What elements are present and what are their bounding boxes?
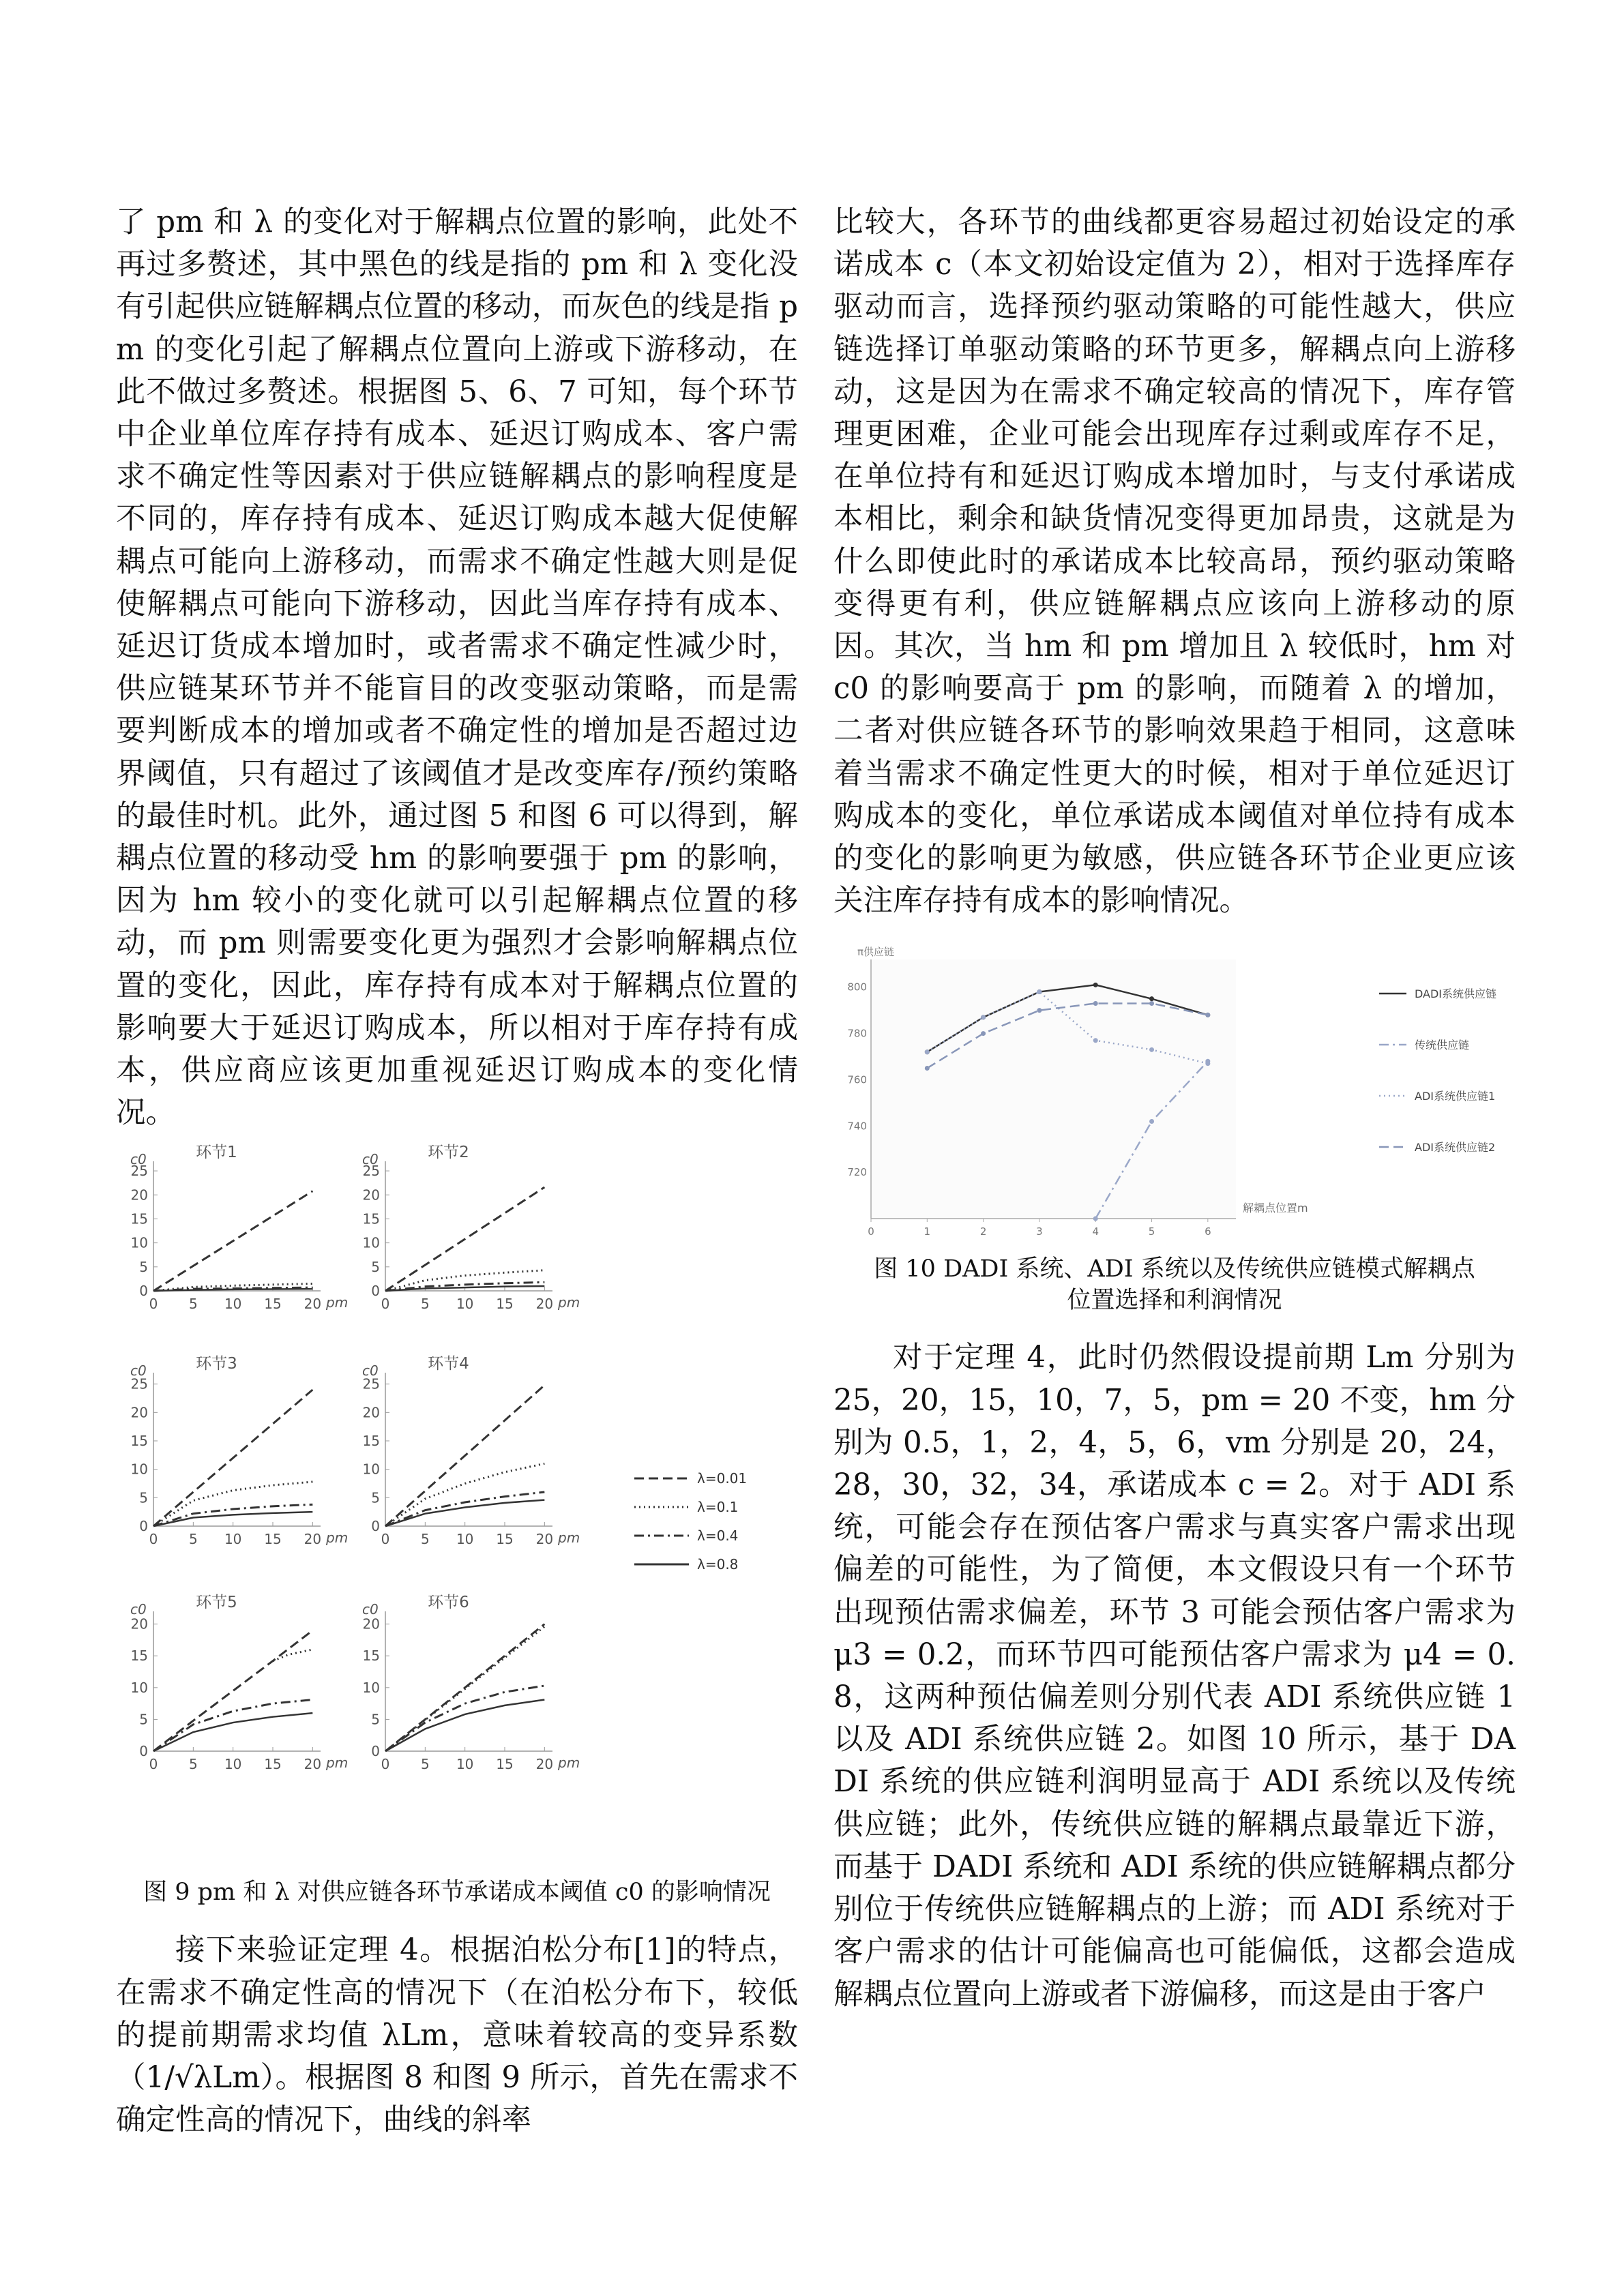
legend-label: 传统供应链 xyxy=(1415,1039,1470,1052)
x-axis-label: pm xyxy=(326,1530,349,1547)
data-point xyxy=(925,1066,930,1071)
data-point xyxy=(1149,1119,1154,1124)
series-line xyxy=(153,1191,312,1291)
subplot xyxy=(130,1355,348,1547)
legend-label: DADI系统供应链 xyxy=(1415,987,1497,1001)
figure-10 xyxy=(833,942,1516,1249)
y-tick-label: 15 xyxy=(362,1433,380,1450)
subplot xyxy=(362,1355,580,1547)
x-tick-label: 15 xyxy=(496,1756,514,1773)
y-tick-label: 5 xyxy=(139,1259,148,1276)
x-tick-label: 0 xyxy=(149,1531,158,1548)
y-tick-label: 10 xyxy=(130,1461,148,1478)
y-tick-label: 10 xyxy=(362,1235,380,1252)
x-tick-label: 20 xyxy=(535,1531,554,1548)
y-tick-label: 5 xyxy=(371,1489,380,1506)
series-line xyxy=(153,1390,312,1526)
legend-label: λ=0.01 xyxy=(697,1470,748,1487)
y-axis-label: c0 xyxy=(362,1601,379,1618)
y-tick-label: 20 xyxy=(362,1404,380,1421)
subplot xyxy=(362,1594,580,1772)
figure-10-caption: 位置选择和利润情况 xyxy=(1067,1287,1282,1315)
x-tick-label: 15 xyxy=(264,1756,282,1773)
x-axis-label: pm xyxy=(326,1294,349,1311)
x-tick-label: 15 xyxy=(496,1531,514,1548)
y-tick-label: 25 xyxy=(130,1376,148,1393)
x-tick-label: 5 xyxy=(420,1756,430,1773)
x-tick-label: 10 xyxy=(456,1296,474,1313)
figure-9-chart xyxy=(116,1134,798,1857)
x-tick-label: 5 xyxy=(188,1756,198,1773)
series-line xyxy=(385,1624,544,1751)
series-line xyxy=(153,1700,312,1751)
y-tick-label: 5 xyxy=(371,1711,380,1728)
x-tick-label: 4 xyxy=(1092,1225,1099,1238)
x-tick-label: 0 xyxy=(149,1756,158,1773)
subplot xyxy=(130,1594,348,1772)
y-tick-label: 800 xyxy=(847,981,867,994)
y-tick-label: 720 xyxy=(847,1166,867,1179)
y-tick-label: 20 xyxy=(130,1616,148,1633)
y-tick-label: 15 xyxy=(130,1648,148,1665)
data-point xyxy=(1149,1047,1154,1052)
y-tick-label: 20 xyxy=(130,1187,148,1204)
y-tick-label: 25 xyxy=(362,1163,380,1180)
y-axis-label: c0 xyxy=(130,1601,147,1618)
data-point xyxy=(1093,1001,1098,1006)
y-tick-label: 15 xyxy=(130,1210,148,1227)
x-tick-label: 0 xyxy=(381,1531,390,1548)
data-point xyxy=(1149,1001,1154,1006)
figure-10-chart xyxy=(833,942,1516,1249)
x-axis-label: pm xyxy=(326,1755,349,1772)
paragraph: 对于定理 4，此时仍然假设提前期 Lm 分别为 25，20，15，10，7，5，pm = 20 不变，hm 分别为 0.5，1，2，4，5，6，vm 分别是 20，24，28，30，32，34，承诺成本 c = 2。对于 ADI 系统，可能会存在预估客户需求与真实客户需求出现偏差的可能性，为了简便，本文假设只有一个环节出现预估需求偏差，环节 3 可能会预估客户需求为 μ3 = 0.2，而环节四可能预估客户需求为 μ4 = 0.8，这两种预估偏差则分别代表 ADI 系统供应链 1 以及 ADI 系统供应链 2。如图 10 所示，基于 DADI 系统的供应链利润明显高于 ADI 系统以及传统供应链；此外，传统供应链的解耦点最靠近下游，而基于 DADI 系统和 ADI 系统的供应链解耦点都分别位于传统供应链解耦点的上游；而 ADI 系统对于客户需求的估计可能偏高也可能偏低，这都会造成解耦点位置向上游或者下游偏移，而这是由于客户 xyxy=(833,1341,1516,2012)
y-tick-label: 10 xyxy=(362,1680,380,1697)
y-axis-label: c0 xyxy=(130,1362,147,1380)
legend-label: λ=0.1 xyxy=(697,1499,739,1516)
x-tick-label: 20 xyxy=(304,1756,322,1773)
x-tick-label: 15 xyxy=(264,1531,282,1548)
y-tick-label: 740 xyxy=(847,1120,867,1133)
data-point xyxy=(981,1032,986,1037)
figure-10-caption: 图 10 DADI 系统、ADI 系统以及传统供应链模式解耦点 xyxy=(874,1255,1475,1283)
y-tick-label: 25 xyxy=(130,1163,148,1180)
x-tick-label: 10 xyxy=(224,1296,242,1313)
subplot-title: 环节4 xyxy=(428,1355,469,1373)
data-point xyxy=(1149,997,1154,1002)
y-tick-label: 20 xyxy=(362,1616,380,1633)
data-point xyxy=(1037,989,1042,994)
data-point xyxy=(1037,1009,1042,1013)
data-point xyxy=(1205,1062,1210,1067)
data-point xyxy=(1205,1013,1210,1017)
data-point xyxy=(1093,1039,1098,1043)
legend xyxy=(1379,987,1496,1154)
subplot-title: 环节6 xyxy=(428,1594,469,1612)
x-tick-label: 0 xyxy=(381,1756,390,1773)
x-tick-label: 5 xyxy=(420,1531,430,1548)
subplot xyxy=(362,1144,580,1312)
y-tick-label: 0 xyxy=(371,1743,380,1760)
x-tick-label: 5 xyxy=(188,1531,198,1548)
subplot-title: 环节3 xyxy=(196,1355,237,1373)
subplot-title: 环节5 xyxy=(196,1594,237,1612)
y-tick-label: 20 xyxy=(130,1404,148,1421)
series-line xyxy=(385,1686,544,1751)
y-tick-label: 0 xyxy=(139,1518,148,1535)
x-tick-label: 10 xyxy=(456,1756,474,1773)
data-point xyxy=(1093,1217,1098,1221)
x-tick-label: 1 xyxy=(924,1225,931,1238)
series-line xyxy=(385,1386,544,1527)
y-axis-label: c0 xyxy=(130,1151,147,1168)
legend-label: λ=0.8 xyxy=(697,1556,739,1573)
x-tick-label: 6 xyxy=(1205,1225,1211,1238)
y-axis-label: c0 xyxy=(362,1362,379,1380)
x-tick-label: 10 xyxy=(224,1756,242,1773)
y-tick-label: 0 xyxy=(139,1743,148,1760)
x-tick-label: 20 xyxy=(535,1296,554,1313)
x-axis-label: 解耦点位置m xyxy=(1243,1202,1308,1215)
subplot-title: 环节2 xyxy=(428,1144,469,1162)
legend xyxy=(634,1470,747,1572)
y-tick-label: 5 xyxy=(139,1711,148,1728)
x-tick-label: 5 xyxy=(188,1296,198,1313)
x-tick-label: 0 xyxy=(381,1296,390,1313)
y-axis-label: c0 xyxy=(362,1151,379,1168)
y-tick-label: 20 xyxy=(362,1187,380,1204)
x-tick-label: 10 xyxy=(456,1531,474,1548)
plot-area xyxy=(871,959,1236,1219)
x-tick-label: 20 xyxy=(535,1756,554,1773)
y-tick-label: 25 xyxy=(362,1376,380,1393)
x-axis-label: pm xyxy=(558,1530,580,1547)
paragraph: 比较大，各环节的曲线都更容易超过初始设定的承诺成本 c（本文初始设定值为 2），相对于选择库存驱动而言，选择预约驱动策略的可能性越大，供应链选择订单驱动策略的环节更多，解耦点向上游移动，这是因为在需求不确定较高的情况下，库存管理更困难，企业可能会出现库存过剩或库存不足，在单位持有和延迟订购成本增加时，与支付承诺成本相比，剩余和缺货情况变得更加昂贵，这就是为什么即使此时的承诺成本比较高昂，预约驱动策略变得更有利，供应链解耦点应该向上游移动的原因。其次，当 hm 和 pm 增加且 λ 较低时，hm 对 c0 的影响要高于 pm 的影响，而随着 λ 的增加，二者对供应链各环节的影响效果趋于相同，这意味着当需求不确定性更大的时候，相对于单位延迟订购成本的变化，单位承诺成本阈值对单位持有成本的变化的影响更为敏感，供应链各环节企业更应该关注库存持有成本的影响情况。 xyxy=(833,205,1516,919)
y-tick-label: 780 xyxy=(847,1028,867,1041)
x-tick-label: 5 xyxy=(420,1296,430,1313)
data-point xyxy=(925,1050,930,1055)
legend-label: ADI系统供应链2 xyxy=(1415,1141,1496,1154)
y-tick-label: 0 xyxy=(371,1518,380,1535)
y-tick-label: 760 xyxy=(847,1073,867,1086)
left-column xyxy=(116,201,798,2141)
legend-label: λ=0.4 xyxy=(697,1527,739,1545)
y-tick-label: 10 xyxy=(130,1680,148,1697)
legend-label: ADI系统供应链1 xyxy=(1415,1090,1496,1103)
x-tick-label: 15 xyxy=(264,1296,282,1313)
y-tick-label: 15 xyxy=(362,1210,380,1227)
y-tick-label: 15 xyxy=(362,1648,380,1665)
x-tick-label: 10 xyxy=(224,1531,242,1548)
x-tick-label: 20 xyxy=(304,1296,322,1313)
x-tick-label: 0 xyxy=(868,1225,874,1238)
x-tick-label: 2 xyxy=(979,1225,987,1238)
y-tick-label: 0 xyxy=(139,1283,148,1300)
x-tick-label: 3 xyxy=(1036,1225,1043,1238)
y-tick-label: 0 xyxy=(371,1283,380,1300)
data-point xyxy=(1093,983,1098,987)
series-line xyxy=(385,1700,544,1751)
subplot xyxy=(130,1144,348,1312)
y-tick-label: 5 xyxy=(371,1259,380,1276)
x-tick-label: 15 xyxy=(496,1296,514,1313)
subplot-title: 环节1 xyxy=(196,1144,237,1162)
series-line xyxy=(153,1630,312,1751)
x-axis-label: pm xyxy=(558,1755,580,1772)
y-tick-label: 10 xyxy=(130,1235,148,1252)
paragraph: 了 pm 和 λ 的变化对于解耦点位置的影响，此处不再过多赘述，其中黑色的线是指的 pm 和 λ 变化没有引起供应链解耦点位置的移动，而灰色的线是指 pm 的变化引起了解耦点位置向上游或下游移动，在此不做过多赘述。根据图 5、6、7 可知，每个环节中企业单位库存持有成本、延迟订购成本、客户需求不确定性等因素对于供应链解耦点的影响程度是不同的，库存持有成本、延迟订购成本越大促使解耦点可能向上游移动，而需求不确定性越大则是促使解耦点可能向下游移动，因此当库存持有成本、延迟订货成本增加时，或者需求不确定性减少时，供应链某环节并不能盲目的改变驱动策略，而是需要判断成本的增加或者不确定性的增加是否超过边界阈值，只有超过了该阈值才是改变库存/预约策略的最佳时机。此外，通过图 5 和图 6 可以得到，解耦点位置的移动受 hm 的影响要强于 pm 的影响，因为 hm 较小的变化就可以引起解耦点位置的移动，而 pm 则需要变化更为强烈才会影响解耦点位置的变化，因此，库存持有成本对于解耦点位置的影响要大于延迟订购成本，所以相对于库存持有成本，供应商应该更加重视延迟订购成本的变化情况。 xyxy=(116,205,798,1131)
paragraph: 接下来验证定理 4。根据泊松分布[1]的特点，在需求不确定性高的情况下（在泊松分布下，较低的提前期需求均值 λLm，意味着较高的变异系数（1/√λLm）。根据图 8 和图 9 所示，首先在需求不确定性高的情况下，曲线的斜率 xyxy=(116,1933,798,2138)
y-axis-label: π供应链 xyxy=(857,946,895,959)
y-tick-label: 15 xyxy=(130,1433,148,1450)
data-point xyxy=(981,1015,986,1020)
x-tick-label: 5 xyxy=(1148,1225,1155,1238)
figure-9 xyxy=(116,1134,798,1857)
figure-9-caption: 图 9 pm 和 λ 对供应链各环节承诺成本阈值 c0 的影响情况 xyxy=(143,1879,771,1907)
x-tick-label: 0 xyxy=(149,1296,158,1313)
x-tick-label: 20 xyxy=(304,1531,322,1548)
y-tick-label: 5 xyxy=(139,1489,148,1506)
right-column xyxy=(833,201,1516,2016)
chart-plot xyxy=(847,946,1308,1238)
y-tick-label: 10 xyxy=(362,1461,380,1478)
x-axis-label: pm xyxy=(558,1294,580,1311)
